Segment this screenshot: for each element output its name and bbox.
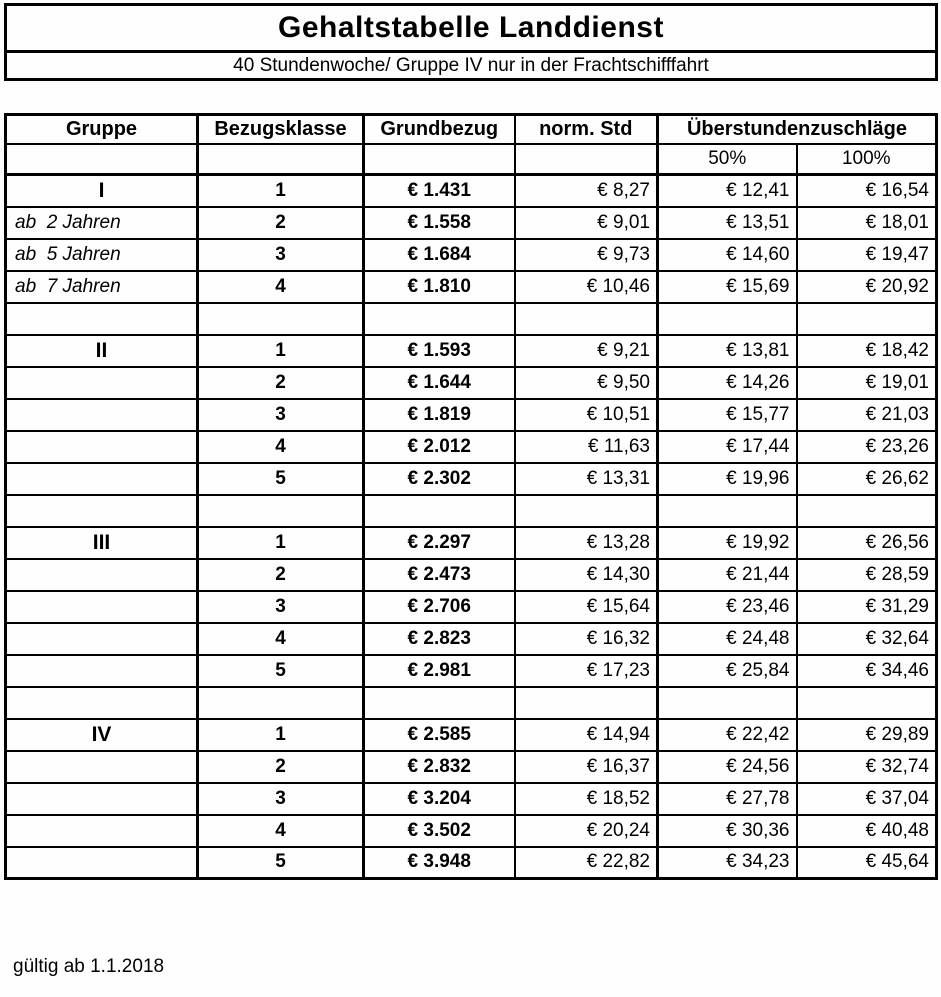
- cell-z100: € 26,56: [797, 527, 937, 559]
- cell-std: € 16,32: [515, 623, 658, 655]
- cell-z50: € 13,81: [658, 335, 797, 367]
- table-row: [6, 463, 937, 495]
- cell-std: € 9,50: [515, 367, 658, 399]
- cell-gruppe: [6, 655, 198, 687]
- cell-gruppe: [6, 783, 198, 815]
- cell-grund: € 2.706: [364, 591, 515, 623]
- cell-klasse: [198, 495, 364, 527]
- subheader-empty-bezugsklasse: [198, 144, 364, 175]
- table-body: [6, 175, 937, 879]
- cell-std: [515, 687, 658, 719]
- table-row: [6, 719, 937, 751]
- cell-z100: € 19,47: [797, 239, 937, 271]
- cell-klasse: 3: [198, 783, 364, 815]
- cell-z50: € 14,26: [658, 367, 797, 399]
- cell-grund: € 2.585: [364, 719, 515, 751]
- title-row: [7, 6, 935, 53]
- cell-grund: € 2.823: [364, 623, 515, 655]
- cell-z50: € 17,44: [658, 431, 797, 463]
- cell-grund: € 2.012: [364, 431, 515, 463]
- cell-gruppe: [6, 303, 198, 335]
- cell-grund: € 2.302: [364, 463, 515, 495]
- cell-z100: € 18,01: [797, 207, 937, 239]
- cell-z50: € 12,41: [658, 175, 797, 207]
- cell-std: € 22,82: [515, 847, 658, 879]
- valid-from-note: gültig ab 1.1.2018: [13, 956, 165, 977]
- cell-z50: € 27,78: [658, 783, 797, 815]
- cell-klasse: 4: [198, 271, 364, 303]
- cell-grund: € 3.204: [364, 783, 515, 815]
- table-row: [6, 559, 937, 591]
- cell-klasse: 4: [198, 431, 364, 463]
- cell-std: € 14,94: [515, 719, 658, 751]
- cell-gruppe: [6, 559, 198, 591]
- cell-grund: € 1.593: [364, 335, 515, 367]
- cell-gruppe: [6, 687, 198, 719]
- cell-klasse: 1: [198, 719, 364, 751]
- cell-z100: € 32,64: [797, 623, 937, 655]
- cell-std: € 18,52: [515, 783, 658, 815]
- table-subheader-row: [6, 144, 937, 175]
- cell-gruppe: IV: [6, 719, 198, 751]
- subheader-empty-grundbezug: [364, 144, 515, 175]
- column-header-bezugsklasse: Bezugsklasse: [198, 115, 364, 144]
- cell-z50: € 24,48: [658, 623, 797, 655]
- cell-z50: € 15,69: [658, 271, 797, 303]
- cell-z100: € 26,62: [797, 463, 937, 495]
- table-row: [6, 431, 937, 463]
- cell-std: € 17,23: [515, 655, 658, 687]
- cell-std: € 20,24: [515, 815, 658, 847]
- cell-z50: € 25,84: [658, 655, 797, 687]
- cell-klasse: 5: [198, 463, 364, 495]
- subheader-empty-gruppe: [6, 144, 198, 175]
- cell-z100: € 40,48: [797, 815, 937, 847]
- cell-grund: € 2.297: [364, 527, 515, 559]
- cell-grund: € 3.502: [364, 815, 515, 847]
- table-row: [6, 527, 937, 559]
- cell-gruppe: [6, 495, 198, 527]
- page-subtitle: 40 Stundenwoche/ Gruppe IV nur in der Frachtschifffahrt: [233, 54, 709, 76]
- cell-klasse: 2: [198, 559, 364, 591]
- table-row: [6, 175, 937, 207]
- subheader-50-percent: 50%: [658, 144, 797, 175]
- cell-grund: € 2.832: [364, 751, 515, 783]
- cell-z100: € 21,03: [797, 399, 937, 431]
- cell-z50: [658, 495, 797, 527]
- cell-z100: € 34,46: [797, 655, 937, 687]
- cell-grund: € 1.558: [364, 207, 515, 239]
- cell-z50: € 13,51: [658, 207, 797, 239]
- spacer-row: [6, 303, 937, 335]
- cell-grund: € 2.473: [364, 559, 515, 591]
- cell-gruppe: [6, 591, 198, 623]
- cell-gruppe: [6, 623, 198, 655]
- cell-klasse: [198, 687, 364, 719]
- cell-grund: [364, 687, 515, 719]
- cell-z50: € 30,36: [658, 815, 797, 847]
- column-header-ueberstundenzuschlaege: Überstundenzuschläge: [658, 115, 937, 144]
- spacer-row: [6, 495, 937, 527]
- table-row: [6, 815, 937, 847]
- cell-grund: € 3.948: [364, 847, 515, 879]
- cell-gruppe: [6, 751, 198, 783]
- cell-z100: [797, 303, 937, 335]
- cell-z100: € 37,04: [797, 783, 937, 815]
- cell-klasse: 4: [198, 623, 364, 655]
- cell-std: € 14,30: [515, 559, 658, 591]
- cell-klasse: 2: [198, 751, 364, 783]
- column-header-norm-std: norm. Std: [515, 115, 658, 144]
- table-row: [6, 399, 937, 431]
- cell-gruppe: II: [6, 335, 198, 367]
- cell-z100: € 18,42: [797, 335, 937, 367]
- cell-z50: € 21,44: [658, 559, 797, 591]
- cell-klasse: 5: [198, 655, 364, 687]
- table-row: [6, 367, 937, 399]
- cell-gruppe: [6, 847, 198, 879]
- cell-klasse: [198, 303, 364, 335]
- table-row: [6, 783, 937, 815]
- cell-std: [515, 495, 658, 527]
- cell-z50: € 15,77: [658, 399, 797, 431]
- cell-grund: € 1.810: [364, 271, 515, 303]
- cell-grund: € 2.981: [364, 655, 515, 687]
- cell-std: [515, 303, 658, 335]
- cell-z50: [658, 303, 797, 335]
- cell-std: € 11,63: [515, 431, 658, 463]
- table-row: [6, 751, 937, 783]
- cell-z100: € 31,29: [797, 591, 937, 623]
- cell-std: € 10,51: [515, 399, 658, 431]
- cell-z100: € 32,74: [797, 751, 937, 783]
- table-row: [6, 207, 937, 239]
- cell-z50: [658, 687, 797, 719]
- cell-std: € 9,01: [515, 207, 658, 239]
- page-title: Gehaltstabelle Landdienst: [278, 11, 664, 44]
- cell-std: € 13,28: [515, 527, 658, 559]
- column-header-grundbezug: Grundbezug: [364, 115, 515, 144]
- cell-z100: € 23,26: [797, 431, 937, 463]
- table-header-row: [6, 115, 937, 144]
- cell-std: € 9,21: [515, 335, 658, 367]
- cell-z50: € 19,92: [658, 527, 797, 559]
- cell-grund: [364, 303, 515, 335]
- cell-z50: € 22,42: [658, 719, 797, 751]
- cell-std: € 8,27: [515, 175, 658, 207]
- salary-table: [4, 113, 938, 880]
- cell-gruppe: ab 7 Jahren: [6, 271, 198, 303]
- cell-std: € 10,46: [515, 271, 658, 303]
- cell-gruppe: ab 2 Jahren: [6, 207, 198, 239]
- table-row: [6, 847, 937, 879]
- cell-klasse: 2: [198, 207, 364, 239]
- cell-z50: € 19,96: [658, 463, 797, 495]
- cell-gruppe: III: [6, 527, 198, 559]
- subtitle-row: [7, 53, 935, 78]
- cell-klasse: 3: [198, 591, 364, 623]
- table-row: [6, 335, 937, 367]
- cell-grund: € 1.684: [364, 239, 515, 271]
- cell-grund: € 1.431: [364, 175, 515, 207]
- cell-z50: € 23,46: [658, 591, 797, 623]
- cell-klasse: 2: [198, 367, 364, 399]
- spacer-row: [6, 687, 937, 719]
- cell-z50: € 34,23: [658, 847, 797, 879]
- cell-z100: [797, 495, 937, 527]
- column-header-gruppe: Gruppe: [6, 115, 198, 144]
- table-row: [6, 655, 937, 687]
- cell-z100: € 45,64: [797, 847, 937, 879]
- cell-grund: € 1.644: [364, 367, 515, 399]
- cell-std: € 13,31: [515, 463, 658, 495]
- cell-gruppe: [6, 463, 198, 495]
- cell-gruppe: [6, 431, 198, 463]
- cell-z100: € 19,01: [797, 367, 937, 399]
- cell-klasse: 3: [198, 239, 364, 271]
- cell-klasse: 1: [198, 335, 364, 367]
- cell-z100: € 16,54: [797, 175, 937, 207]
- title-box: [4, 3, 938, 81]
- cell-std: € 15,64: [515, 591, 658, 623]
- subheader-100-percent: 100%: [797, 144, 937, 175]
- cell-gruppe: ab 5 Jahren: [6, 239, 198, 271]
- cell-grund: [364, 495, 515, 527]
- table-row: [6, 623, 937, 655]
- cell-grund: € 1.819: [364, 399, 515, 431]
- cell-z100: € 29,89: [797, 719, 937, 751]
- cell-std: € 9,73: [515, 239, 658, 271]
- subheader-empty-norm-std: [515, 144, 658, 175]
- table-row: [6, 271, 937, 303]
- cell-klasse: 3: [198, 399, 364, 431]
- cell-std: € 16,37: [515, 751, 658, 783]
- cell-z50: € 24,56: [658, 751, 797, 783]
- cell-klasse: 5: [198, 847, 364, 879]
- cell-gruppe: [6, 399, 198, 431]
- cell-klasse: 1: [198, 527, 364, 559]
- cell-z100: € 28,59: [797, 559, 937, 591]
- table-row: [6, 239, 937, 271]
- table-row: [6, 591, 937, 623]
- cell-klasse: 4: [198, 815, 364, 847]
- cell-z100: € 20,92: [797, 271, 937, 303]
- cell-z50: € 14,60: [658, 239, 797, 271]
- cell-gruppe: [6, 367, 198, 399]
- cell-gruppe: I: [6, 175, 198, 207]
- cell-z100: [797, 687, 937, 719]
- cell-klasse: 1: [198, 175, 364, 207]
- cell-gruppe: [6, 815, 198, 847]
